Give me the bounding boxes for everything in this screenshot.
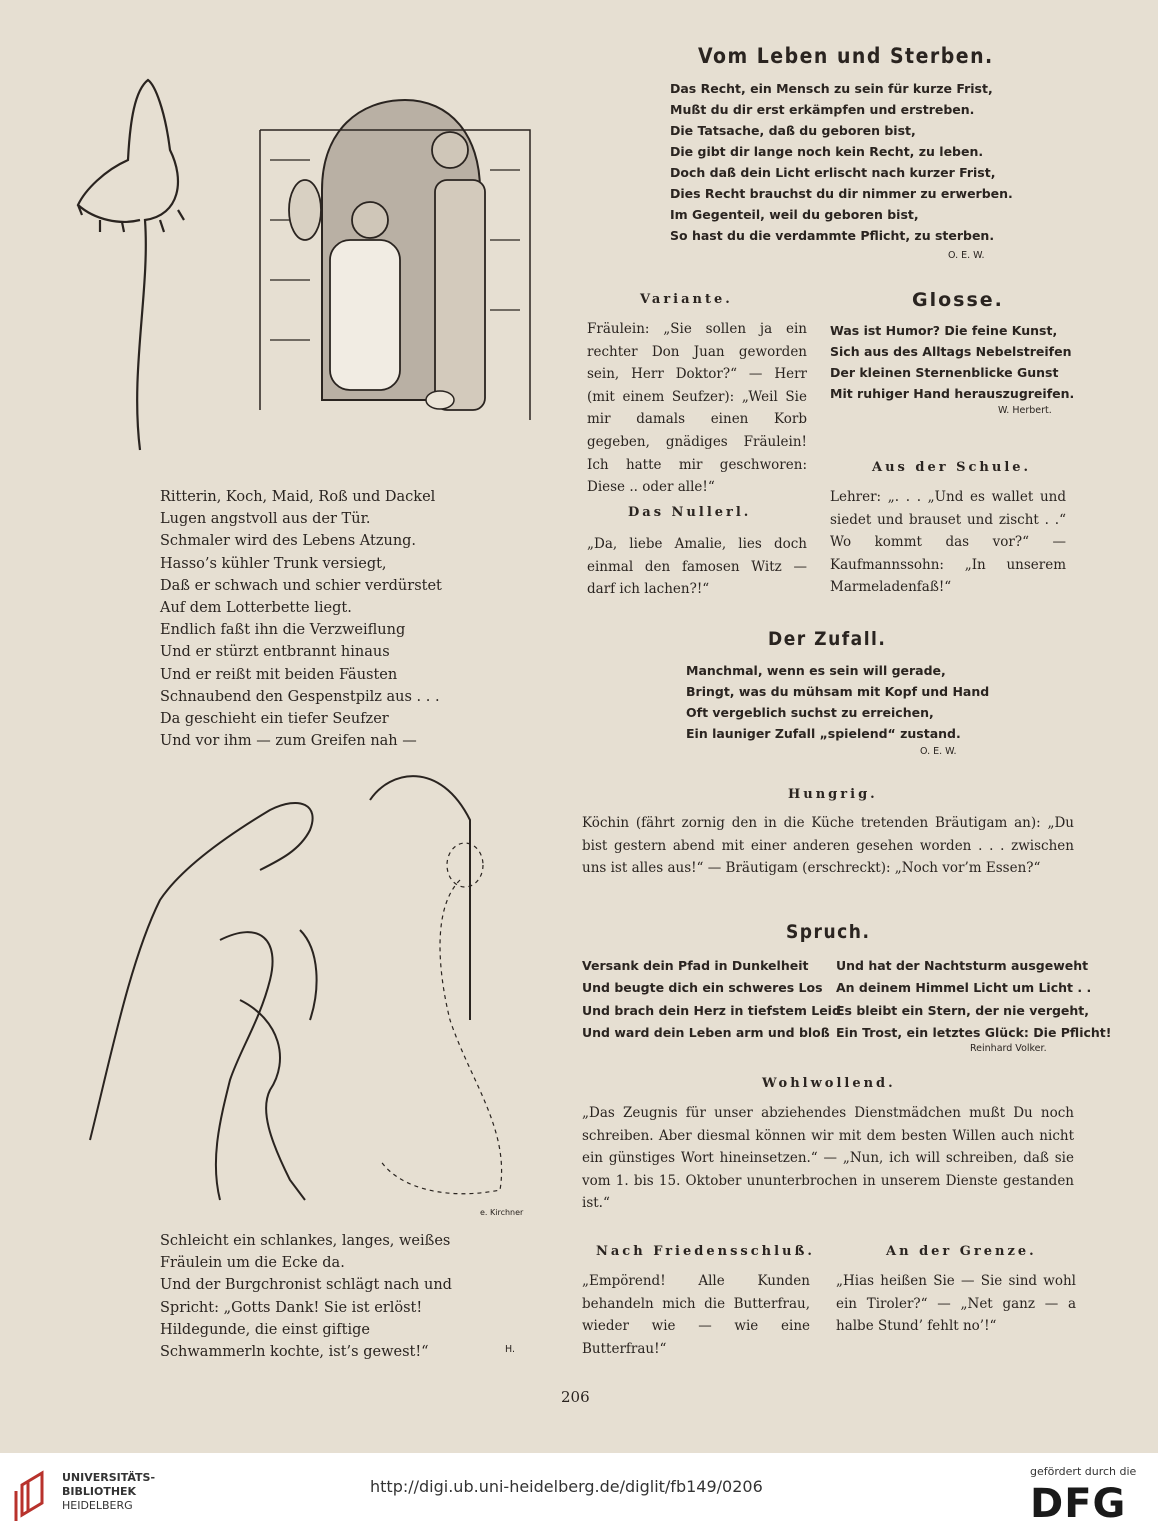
schule-heading: Aus der Schule. [872,460,1032,475]
zufall-title: Der Zufall. [768,628,887,650]
poem-left-line: Da geschieht ein tiefer Seufzer [160,711,389,728]
poem-left-line: Schmaler wird des Lebens Atzung. [160,533,417,550]
spruch-left-line: Und ward dein Leben arm und bloß [582,1024,830,1040]
poem-top-line: Im Gegenteil, weil du geboren bist, [670,207,919,222]
spruch-left-line: Und beugte dich ein schweres Los [582,980,823,996]
poem-left-end-line: Schwammerln kochte, ist’s gewest!“ [160,1344,429,1361]
page-number: 206 [561,1388,590,1406]
spruch-left-lines [582,955,841,1044]
poem-top-line: Das Recht, ein Mensch zu sein für kurze Frist, [670,81,993,96]
poem-left-line: Lugen angstvoll aus der Tür. [160,511,371,528]
poem-top-line: Die gibt dir lange noch kein Recht, zu leben. [670,144,984,159]
zufall-signature: O. E. W. [920,746,957,757]
poem-left-end-line: Fräulein um die Ecke da. [160,1255,345,1272]
spruch-left-line: Versank dein Pfad in Dunkelheit [582,958,809,973]
poem-left-line: Auf dem Lotterbette liegt. [160,600,352,617]
grenze-text: „Hias heißen Sie — Sie sind wohl ein Tiroler?“ — „Net ganz — a halbe Stund’ fehlt no’!“ [836,1273,1076,1335]
glosse-line: Was ist Humor? Die feine Kunst, [830,323,1058,338]
poem-left-line: Und vor ihm — zum Greifen nah — [160,733,417,750]
footer-bar [0,1453,1158,1535]
poem-left-line: Daß er schwach und schier verdürstet [160,577,442,594]
library-logo-icon [12,1465,52,1525]
poem-left-line: Endlich faßt ihn die Verzweiflung [160,622,406,639]
zufall-line: Manchmal, wenn es sein will gerade, [686,663,946,678]
hungrig-text: Köchin (fährt zornig den in die Küche tretenden Bräutigam an): „Du bist gestern abend mit einer anderen gesehen worden . . . zwischen uns ist alles aus!“ — Bräutigam (erschreckt): „Noch vor’m Essen?“ [582,815,1074,877]
glosse-lines [830,320,1074,404]
poem-left-end [160,1230,452,1363]
spruch-title: Spruch. [786,921,871,943]
spruch-right-lines [836,955,1111,1044]
illustration-knight [70,760,560,1220]
zufall-lines [686,660,989,744]
spruch-signature: Reinhard Volker. [970,1043,1047,1054]
friedensschluss-heading: Nach Friedensschluß. [596,1244,815,1259]
doorway-drawing [260,100,530,420]
poem-left-line: Hasso’s kühler Trunk versiegt, [160,555,387,572]
ghost-lady-drawing [380,843,502,1194]
poem-top-line: Die Tatsache, daß du geboren bist, [670,123,916,138]
poem-left-line: Und er reißt mit beiden Fäusten [160,666,398,683]
poem-left [160,486,442,752]
library-name-line1: UNIVERSITÄTS- [62,1471,156,1484]
nullerl-text: „Da, liebe Amalie, lies doch einmal den famosen Witz — darf ich lachen?!“ [587,536,807,598]
library-name-line2: BIBLIOTHEK [62,1485,137,1498]
glosse-heading: Glosse. [912,289,1004,311]
poem-top-signature: O. E. W. [948,250,985,261]
friedensschluss-text: „Empörend! Alle Kunden behandeln mich die Butterfrau, wieder wie — wie eine Butterfrau!“ [582,1273,810,1357]
variante-text: Fräulein: „Sie sollen ja ein rechter Don Juan geworden sein, Herr Doktor?“ — Herr (mit einem Seufzer): „Weil Sie mir damals einen Korb gegeben, gnädiges Fräulein! Ich hatte mir geschworen: Diese .. oder alle!“ [587,321,807,496]
poem-left-end-signature: H. [505,1344,515,1355]
poem-left-line: Und er stürzt entbrannt hinaus [160,644,390,661]
glosse-line: Der kleinen Sternenblicke Gunst [830,365,1059,380]
poem-top-line: So hast du die verdammte Pflicht, zu sterben. [670,228,995,243]
spruch-right-line: Es bleibt ein Stern, der nie vergeht, [836,1002,1090,1018]
spruch-right-line: Und hat der Nachtsturm ausgeweht [836,958,1089,973]
glosse-signature: W. Herbert. [998,405,1052,416]
zufall-line: Oft vergeblich suchst zu erreichen, [686,705,934,720]
zufall-line: Ein launiger Zufall „spielend“ zustand. [686,726,961,741]
glosse-line: Mit ruhiger Hand herauszugreifen. [830,386,1075,401]
variante-heading: Variante. [640,292,733,307]
poem-left-line: Schnaubend den Gespenstpilz aus . . . [160,688,440,705]
document-url-link[interactable]: http://digi.ub.uni-heidelberg.de/diglit/fb149/0206 [370,1477,763,1496]
schule-text: Lehrer: „. . . „Und es wallet und siedet und brauset und zischt . .“ Wo kommt das vor?“ — Kaufmannssohn: „In unserem Marmeladenfaß!“ [830,489,1066,596]
knight-drawing [90,776,470,1200]
poem-top-line: Mußt du dir erst erkämpfen und erstreben. [670,102,975,117]
mushroom-ghost-drawing [78,80,184,450]
grenze-heading: An der Grenze. [886,1244,1037,1259]
poem-left-end-line: Und der Burgchronist schlägt nach und [160,1277,452,1294]
artist-signature: e. Kirchner [480,1208,524,1217]
wohlwollend-heading: Wohlwollend. [762,1076,896,1091]
spruch-right-line: An deinem Himmel Licht um Licht . . [836,980,1092,996]
poem-top-line: Doch daß dein Licht erlischt nach kurzer Frist, [670,165,996,180]
poem-top-lines [670,78,1013,246]
poem-left-end-line: Spricht: „Gotts Dank! Sie ist erlöst! [160,1299,423,1316]
dfg-logo: DFG [1030,1481,1127,1527]
glosse-line: Sich aus des Alltags Nebelstreifen [830,344,1072,359]
spruch-left-line: Und brach dein Herz in tiefstem Leid [582,1002,841,1018]
nullerl-heading: Das Nullerl. [628,505,752,520]
poem-top-line: Dies Recht brauchst du dir nimmer zu erwerben. [670,186,1013,201]
hungrig-heading: Hungrig. [788,787,878,802]
poem-left-end-line: Schleicht ein schlankes, langes, weißes [160,1233,451,1249]
spruch-right-line: Ein Trost, ein letztes Glück: Die Pflicht! [836,1024,1112,1040]
poem-top-title: Vom Leben und Sterben. [698,44,994,68]
illustration-doorway [60,70,550,470]
poem-left-end-line: Hildegunde, die einst giftige [160,1321,370,1338]
wohlwollend-text: „Das Zeugnis für unser abziehendes Dienstmädchen mußt Du noch schreiben. Aber diesmal können wir mit dem besten Willen auch nicht ein günstiges Wort hineinsetzen.“ — „Nun, ich will schreiben, daß sie vom 1. bis 15. Oktober ununterbrochen in unserem Dienste gestanden ist.“ [582,1105,1074,1212]
poem-left-line: Ritterin, Koch, Maid, Roß und Dackel [160,489,436,505]
zufall-line: Bringt, was du mühsam mit Kopf und Hand [686,684,990,699]
funded-by-label: gefördert durch die [1030,1465,1137,1478]
library-name-line3: HEIDELBERG [62,1499,133,1512]
